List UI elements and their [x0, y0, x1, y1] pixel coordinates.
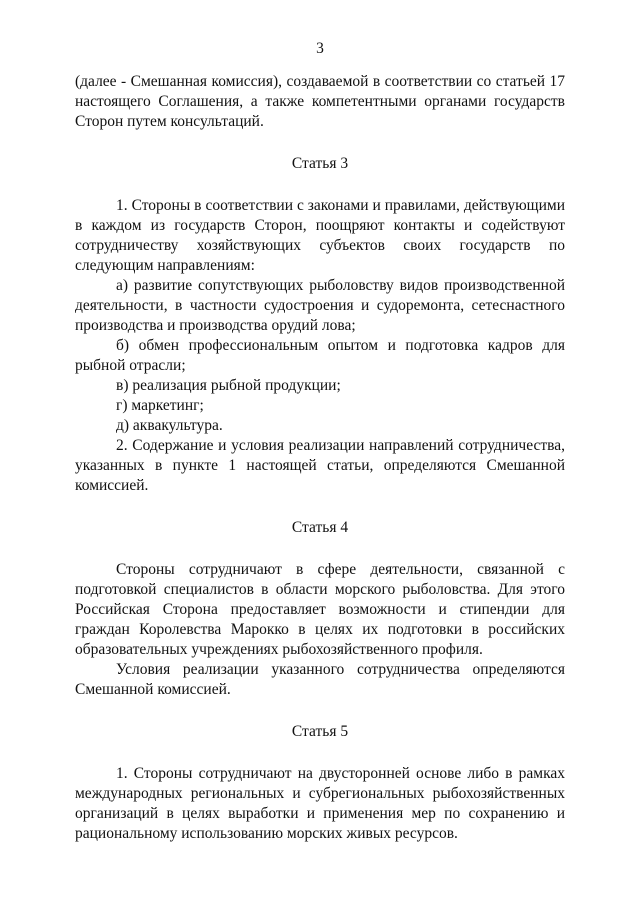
article-5-paragraph-1: 1. Стороны сотрудничают на двусторонней основе либо в рамках международных региональных и субрегиональных рыбохозяйственных организаций в целях выработки и применения мер по сохранению и рациональному использованию морских живых ресурсов.: [75, 765, 565, 842]
article-3-paragraph-2: 2. Содержание и условия реализации направлений сотрудничества, указанных в пункте 1 настоящей статьи, определяются Смешанной комиссией.: [75, 437, 565, 494]
article-4-heading: Статья 4: [291, 519, 349, 536]
article-3-item-v: в) реализация рыбной продукции;: [116, 377, 341, 394]
article-5-heading: Статья 5: [291, 723, 349, 740]
article-3-item-a: а) развитие сопутствующих рыболовству видов производственной деятельности, в частности судостроения и судоремонта, сетеснастного производства и производства орудий лова;: [75, 277, 565, 334]
article-3-heading: Статья 3: [291, 155, 349, 172]
article-4-paragraph-2: Условия реализации указанного сотрудничества определяются Смешанной комиссией.: [75, 661, 565, 698]
article-3-item-g: г) маркетинг;: [116, 397, 204, 414]
article-3-item-b: б) обмен профессиональным опытом и подготовка кадров для рыбной отрасли;: [75, 337, 565, 374]
article-3-paragraph-1: 1. Стороны в соответствии с законами и правилами, действующими в каждом из государств Сторон, поощряют контакты и содействуют сотрудничеству хозяйствующих субъектов своих государств по следующим направлениям:: [75, 197, 565, 274]
page-number: 3: [316, 40, 324, 57]
intro-paragraph: (далее - Смешанная комиссия), создаваемой в соответствии со статьей 17 настоящего Соглашения, а также компетентными органами государств Сторон путем консультаций.: [75, 73, 565, 130]
article-4-paragraph-1: Стороны сотрудничают в сфере деятельности, связанной с подготовкой специалистов в области морского рыболовства. Для этого Российская Сторона предоставляет возможности и стипендии для граждан Королевства Марокко в целях их подготовки в российских образовательных учреждениях рыбохозяйственного профиля.: [75, 561, 565, 658]
article-3-item-d: д) аквакультура.: [116, 417, 223, 434]
document-body: [75, 72, 565, 844]
